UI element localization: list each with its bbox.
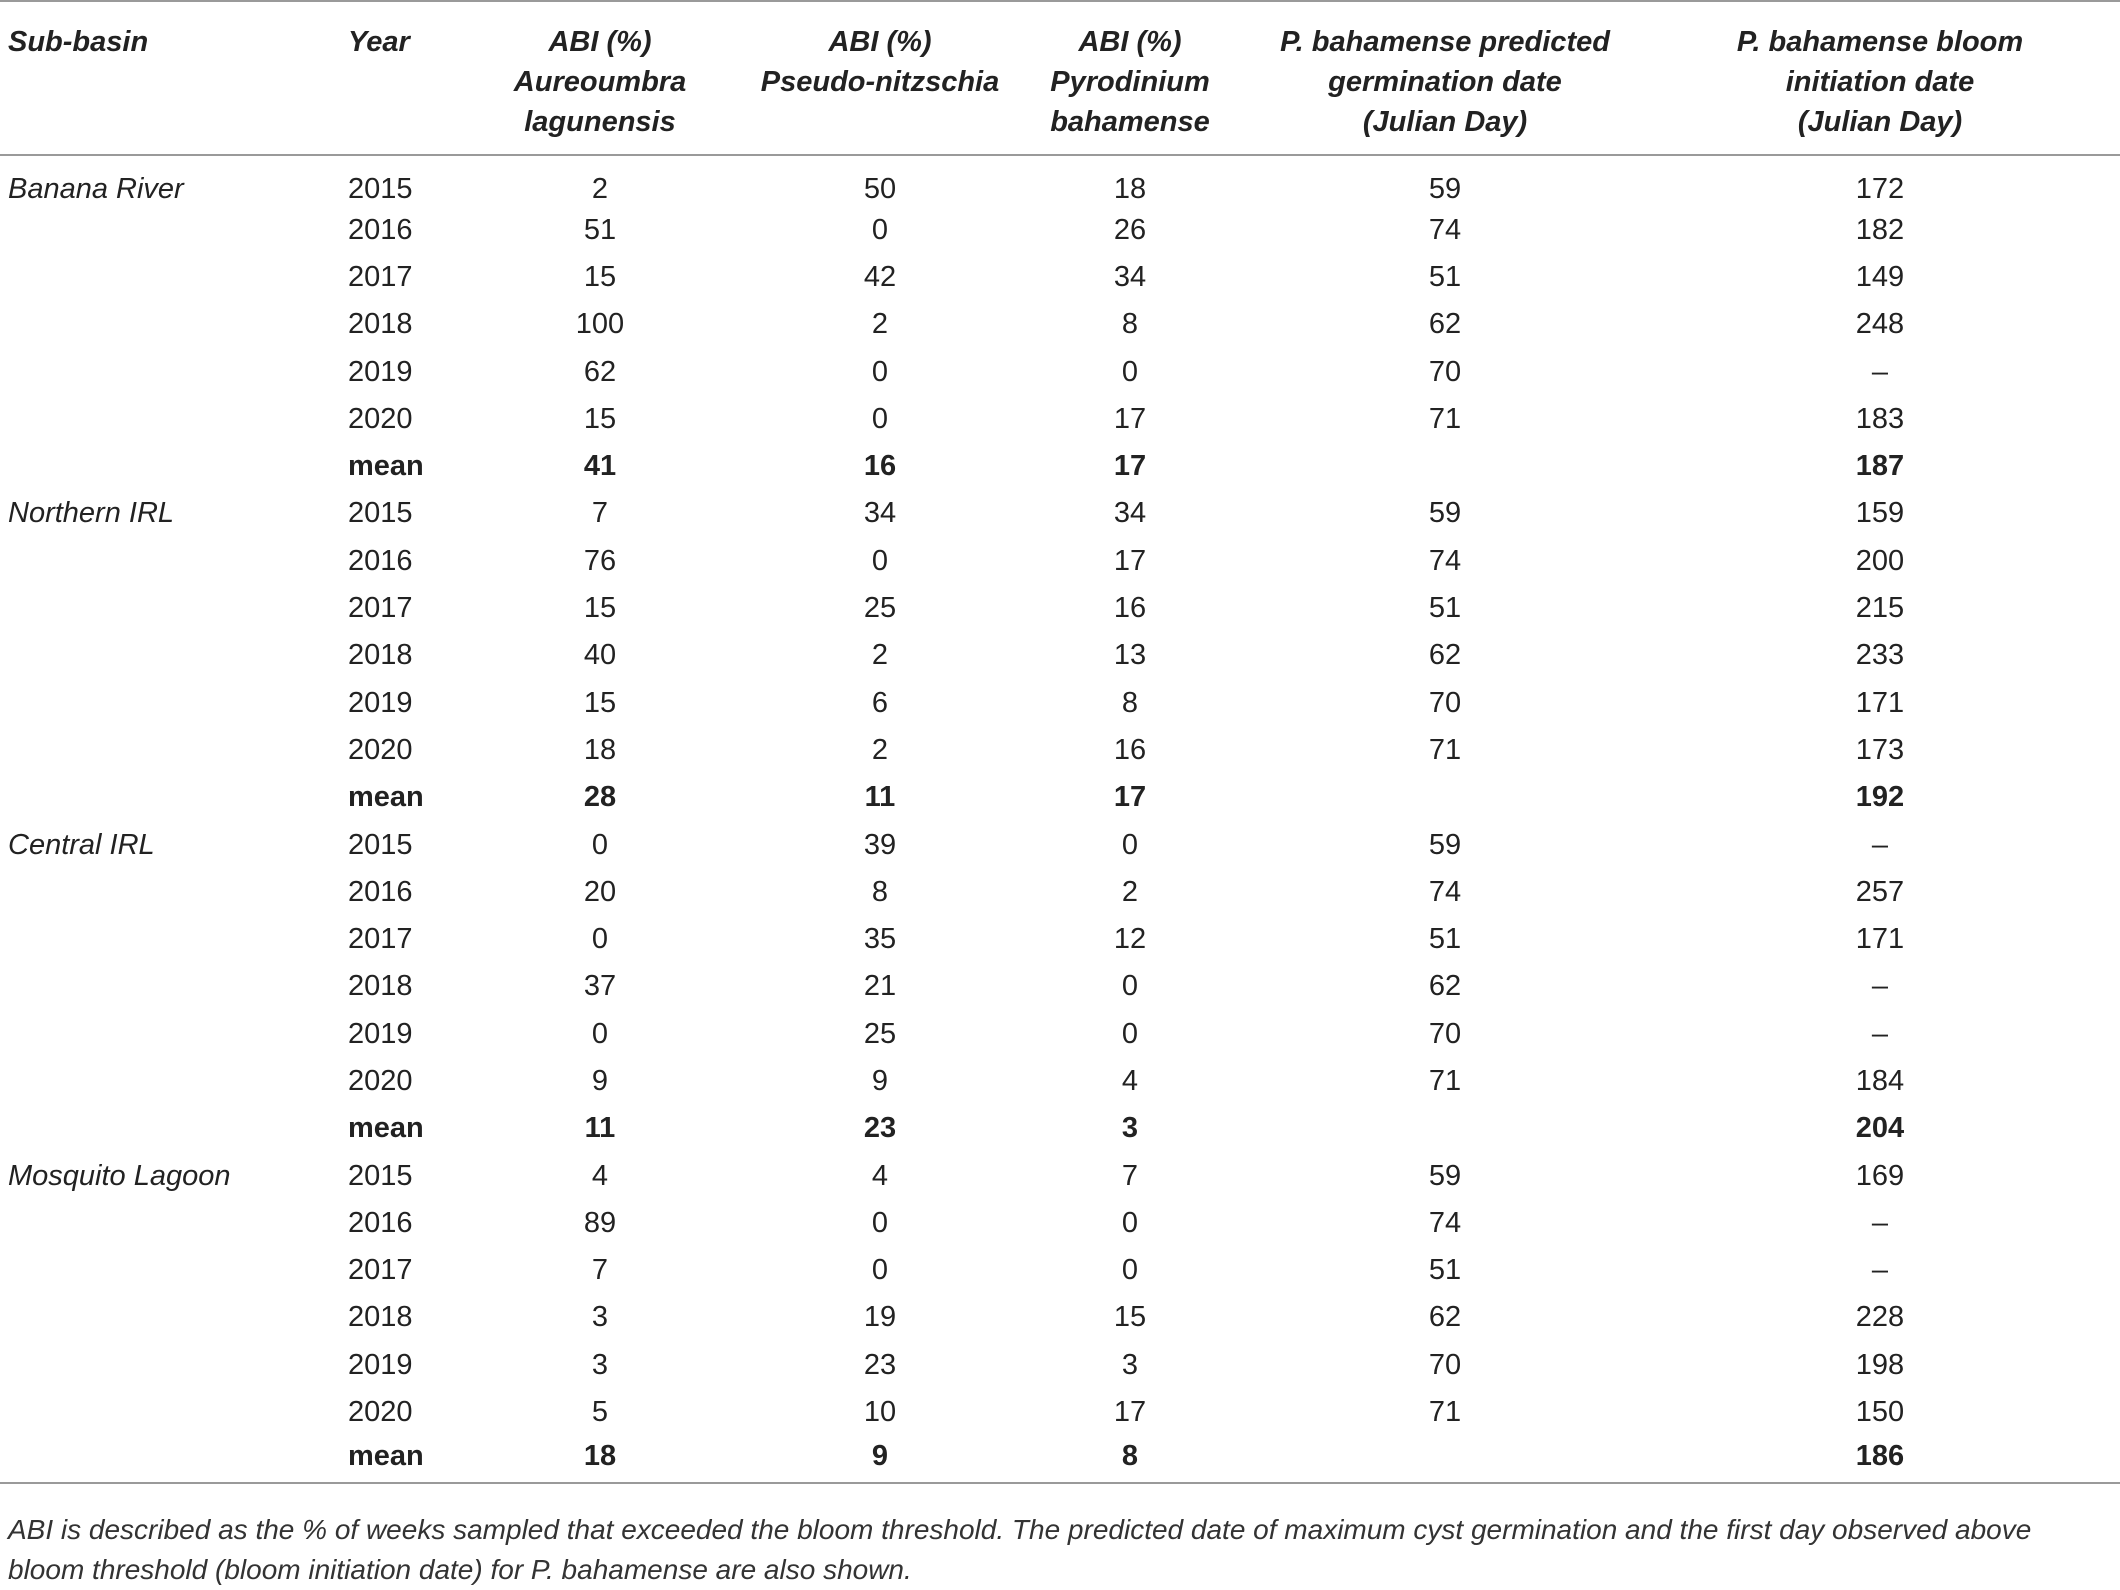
header-line: Pseudo-nitzschia xyxy=(760,66,1000,98)
mean-label: mean xyxy=(348,1112,424,1145)
table-cell: 40 xyxy=(583,639,617,672)
header-line: lagunensis xyxy=(524,106,676,138)
table-cell: 26 xyxy=(1113,213,1147,246)
table-cell: 2018 xyxy=(348,639,413,672)
table-cell: 0 xyxy=(1121,1017,1139,1050)
table-cell: 62 xyxy=(1428,639,1462,672)
table-cell: 71 xyxy=(1428,1064,1462,1097)
mean-cell: 18 xyxy=(450,1436,750,1483)
header-line: bahamense xyxy=(1050,106,1210,138)
table-row xyxy=(0,395,2120,442)
table-row xyxy=(0,301,2120,348)
sub-basin-cell xyxy=(0,301,330,348)
sub-basin-cell xyxy=(0,915,330,962)
table-cell: 182 xyxy=(1855,213,1905,246)
table-cell: 2018 xyxy=(348,308,413,341)
table-row xyxy=(0,206,2120,253)
table-cell: 0 xyxy=(1121,828,1139,861)
table-row xyxy=(0,490,2120,537)
table-cell: 18 xyxy=(1113,173,1147,205)
table-cell: 171 xyxy=(1855,686,1905,719)
header-line: P. bahamense bloom xyxy=(1736,26,2024,58)
table-cell: 7 xyxy=(1121,1159,1139,1192)
table-cell: 0 xyxy=(871,213,889,246)
table-row xyxy=(0,1247,2120,1294)
table-row xyxy=(0,1388,2120,1435)
table-row xyxy=(0,155,2120,206)
mean-cell xyxy=(1250,1105,1640,1152)
header-row xyxy=(0,1,2120,155)
table-cell: 51 xyxy=(583,213,617,246)
table-cell: 0 xyxy=(591,923,609,956)
mean-cell xyxy=(1250,774,1640,821)
table-cell: 257 xyxy=(1855,875,1905,908)
table-cell: 3 xyxy=(591,1301,609,1334)
mean-cell: 41 xyxy=(583,450,617,483)
mean-cell: 11 xyxy=(584,1112,616,1145)
table-cell: 17 xyxy=(1113,402,1147,435)
table-cell: 2015 xyxy=(348,828,413,861)
header-germination-date xyxy=(1250,1,1640,155)
sub-basin-cell xyxy=(0,206,330,253)
table-cell: 71 xyxy=(1428,1396,1462,1429)
sub-basin-cell: Central IRL xyxy=(8,828,155,861)
sub-basin-cell xyxy=(0,1294,330,1341)
table-cell: 2020 xyxy=(348,402,413,435)
table-cell: 10 xyxy=(863,1396,897,1429)
table-cell: 15 xyxy=(583,402,617,435)
table-cell: 19 xyxy=(863,1301,897,1334)
mean-cell: 16 xyxy=(863,450,897,483)
header-line: ABI (%) xyxy=(548,26,652,58)
table-cell: 215 xyxy=(1855,592,1905,625)
sub-basin-cell xyxy=(0,348,330,395)
table-cell: 2019 xyxy=(348,686,413,719)
table-cell: 13 xyxy=(1113,639,1147,672)
table-cell: 6 xyxy=(871,686,889,719)
mean-row xyxy=(0,1436,2120,1483)
sub-basin-cell xyxy=(0,1341,330,1388)
table-cell: 198 xyxy=(1855,1348,1905,1381)
table-cell: 21 xyxy=(863,970,897,1003)
table-cell: 0 xyxy=(1121,1206,1139,1239)
header-line: (Julian Day) xyxy=(1362,106,1528,138)
header-line: ABI (%) xyxy=(1078,26,1182,58)
table-cell: 70 xyxy=(1428,1348,1462,1381)
table-cell: 16 xyxy=(1113,733,1147,766)
table-cell: 2015 xyxy=(348,1159,413,1192)
header-abi-aureoumbra xyxy=(450,1,750,155)
mean-label: mean xyxy=(330,1436,450,1483)
table-cell: 2 xyxy=(871,639,889,672)
table-cell: 2015 xyxy=(348,173,413,205)
table-cell: 0 xyxy=(871,402,889,435)
sub-basin-cell: Mosquito Lagoon xyxy=(8,1159,231,1192)
table-cell: 8 xyxy=(871,875,889,908)
table-cell: 2019 xyxy=(348,1348,413,1381)
table-cell: 233 xyxy=(1855,639,1905,672)
sub-basin-cell xyxy=(0,774,330,821)
table-row xyxy=(0,679,2120,726)
table-row xyxy=(0,537,2120,584)
table-cell: 59 xyxy=(1428,497,1462,530)
table-cell: 2017 xyxy=(348,923,413,956)
table-cell: 16 xyxy=(1113,592,1147,625)
table-cell: 2019 xyxy=(348,1017,413,1050)
table-cell: 25 xyxy=(863,592,897,625)
table-cell: 2 xyxy=(591,173,609,205)
sub-basin-cell xyxy=(0,442,330,489)
table-cell: 20 xyxy=(583,875,617,908)
header-abi-pseudo-nitzschia xyxy=(750,1,1010,155)
table-cell: 74 xyxy=(1428,213,1462,246)
table-cell: 74 xyxy=(1428,1206,1462,1239)
table-row xyxy=(0,726,2120,773)
table-row xyxy=(0,868,2120,915)
sub-basin-cell xyxy=(0,1388,330,1435)
table-cell: 2016 xyxy=(348,544,413,577)
table-cell: 70 xyxy=(1428,1017,1462,1050)
table-cell: 228 xyxy=(1855,1301,1905,1334)
table-cell: 15 xyxy=(583,592,617,625)
sub-basin-cell xyxy=(0,1010,330,1057)
mean-cell xyxy=(1250,442,1640,489)
table-cell: 2015 xyxy=(348,497,413,530)
table-row xyxy=(0,821,2120,868)
table-body xyxy=(0,155,2120,1483)
table-cell: 59 xyxy=(1428,1159,1462,1192)
table-cell: 12 xyxy=(1113,923,1147,956)
table-cell: 15 xyxy=(583,260,617,293)
mean-cell: 23 xyxy=(863,1112,897,1145)
table-cell: 4 xyxy=(1121,1064,1139,1097)
table-cell: 51 xyxy=(1428,260,1462,293)
table-cell: 2020 xyxy=(348,1396,413,1429)
sub-basin-cell xyxy=(0,679,330,726)
table-cell: 74 xyxy=(1428,544,1462,577)
header-sub-basin xyxy=(0,1,330,155)
table-cell: 2016 xyxy=(348,213,413,246)
table-cell: – xyxy=(1871,1206,1889,1239)
mean-cell: 17 xyxy=(1113,781,1147,814)
header-abi-pyrodinium xyxy=(1010,1,1250,155)
table-cell: – xyxy=(1871,970,1889,1003)
table-row xyxy=(0,1294,2120,1341)
mean-cell: 8 xyxy=(1010,1436,1250,1483)
table-cell: 2018 xyxy=(348,1301,413,1334)
mean-cell: 17 xyxy=(1113,450,1147,483)
mean-cell: 3 xyxy=(1121,1112,1139,1145)
header-line: Sub-basin xyxy=(8,26,149,58)
table-footnote: ABI is described as the % of weeks sampled that exceeded the bloom threshold. The predicted date of maximum cyst germination and the first day observed above bloom threshold (bloom initiation date) for P. bahamense are also shown. xyxy=(8,1514,2032,1585)
table-row xyxy=(0,632,2120,679)
sub-basin-cell xyxy=(0,632,330,679)
header-year xyxy=(330,1,450,155)
table-cell: 51 xyxy=(1428,1254,1462,1287)
table-cell: 9 xyxy=(871,1064,889,1097)
table-cell: 100 xyxy=(575,308,625,341)
table-cell: 18 xyxy=(583,733,617,766)
table-cell: 34 xyxy=(863,497,897,530)
table-cell: 0 xyxy=(1121,1254,1139,1287)
table-cell: 62 xyxy=(1428,308,1462,341)
table-cell: – xyxy=(1871,1254,1889,1287)
table-row xyxy=(0,1199,2120,1246)
table-cell: 0 xyxy=(871,1254,889,1287)
table-row xyxy=(0,915,2120,962)
table-cell: 2017 xyxy=(348,1254,413,1287)
table-cell: 42 xyxy=(863,260,897,293)
table-cell: 2 xyxy=(1121,875,1139,908)
table-cell: 39 xyxy=(863,828,897,861)
mean-cell: 186 xyxy=(1640,1436,2120,1483)
table-cell: 50 xyxy=(863,173,897,205)
sub-basin-cell xyxy=(0,584,330,631)
table-cell: 8 xyxy=(1121,686,1139,719)
table-cell: 2 xyxy=(871,733,889,766)
header-line: initiation date xyxy=(1785,66,1975,98)
table-cell: 2017 xyxy=(348,592,413,625)
header-line: germination date xyxy=(1328,66,1562,98)
table-cell: 23 xyxy=(863,1348,897,1381)
sub-basin-cell xyxy=(0,395,330,442)
table-cell: 2016 xyxy=(348,1206,413,1239)
header-line: Aureoumbra xyxy=(513,66,687,98)
table-cell: 0 xyxy=(1121,970,1139,1003)
table-cell: 2019 xyxy=(348,355,413,388)
table-cell: 7 xyxy=(591,497,609,530)
sub-basin-cell xyxy=(0,963,330,1010)
table-cell: 74 xyxy=(1428,875,1462,908)
table-cell: 0 xyxy=(871,355,889,388)
table-cell: 4 xyxy=(591,1159,609,1192)
sub-basin-cell xyxy=(0,1105,330,1152)
table-cell: 7 xyxy=(591,1254,609,1287)
table-cell: 62 xyxy=(1428,970,1462,1003)
table-row xyxy=(0,584,2120,631)
mean-cell: 192 xyxy=(1855,781,1905,814)
table-row xyxy=(0,963,2120,1010)
table-cell: – xyxy=(1871,1017,1889,1050)
header-line: ABI (%) xyxy=(828,26,932,58)
table-row xyxy=(0,1152,2120,1199)
table-cell: 149 xyxy=(1855,260,1905,293)
table-row xyxy=(0,348,2120,395)
sub-basin-cell: Banana River xyxy=(8,173,184,205)
table-cell: 159 xyxy=(1855,497,1905,530)
table-row xyxy=(0,1057,2120,1104)
sub-basin-cell xyxy=(0,868,330,915)
sub-basin-cell xyxy=(0,1057,330,1104)
table-cell: 2020 xyxy=(348,1064,413,1097)
table-cell: 8 xyxy=(1121,308,1139,341)
mean-cell: 28 xyxy=(583,781,617,814)
mean-cell: 204 xyxy=(1855,1112,1905,1145)
sub-basin-cell xyxy=(0,1436,330,1483)
table-cell: 184 xyxy=(1855,1064,1905,1097)
table-row xyxy=(0,253,2120,300)
table-cell: 51 xyxy=(1428,923,1462,956)
table-cell: 171 xyxy=(1855,923,1905,956)
table-cell: 76 xyxy=(583,544,617,577)
table-cell: 150 xyxy=(1855,1396,1905,1429)
mean-cell: 11 xyxy=(864,781,896,814)
table-cell: 2016 xyxy=(348,875,413,908)
table-cell: 2020 xyxy=(348,733,413,766)
table-cell: 89 xyxy=(583,1206,617,1239)
table-cell: 173 xyxy=(1855,733,1905,766)
table-cell: – xyxy=(1871,355,1889,388)
header-line: Pyrodinium xyxy=(1050,66,1210,98)
table-cell: 183 xyxy=(1855,402,1905,435)
table-cell: 34 xyxy=(1113,260,1147,293)
sub-basin-cell xyxy=(0,726,330,773)
mean-cell xyxy=(1250,1436,1640,1483)
table-cell: 2 xyxy=(871,308,889,341)
header-line: Year xyxy=(348,26,410,58)
table-cell: 4 xyxy=(871,1159,889,1192)
table-cell: 25 xyxy=(863,1017,897,1050)
table-cell: 9 xyxy=(591,1064,609,1097)
table-cell: 5 xyxy=(591,1396,609,1429)
mean-row xyxy=(0,442,2120,489)
sub-basin-cell xyxy=(0,1247,330,1294)
table-cell: 3 xyxy=(1121,1348,1139,1381)
table-cell: 0 xyxy=(871,544,889,577)
table-cell: 3 xyxy=(591,1348,609,1381)
table-cell: 59 xyxy=(1428,828,1462,861)
table-cell: 0 xyxy=(1121,355,1139,388)
table-header xyxy=(0,1,2120,155)
table-row xyxy=(0,1010,2120,1057)
table-cell: 51 xyxy=(1428,592,1462,625)
table-cell: 17 xyxy=(1113,544,1147,577)
table-cell: 34 xyxy=(1113,497,1147,530)
table-cell: 17 xyxy=(1113,1396,1147,1429)
mean-cell: 9 xyxy=(750,1436,1010,1483)
table-cell: 0 xyxy=(871,1206,889,1239)
table-cell: – xyxy=(1871,828,1889,861)
header-line: P. bahamense predicted xyxy=(1280,26,1610,58)
table-cell: 2018 xyxy=(348,970,413,1003)
table-cell: 71 xyxy=(1428,402,1462,435)
table-cell: 0 xyxy=(591,1017,609,1050)
table-cell: 172 xyxy=(1855,173,1905,205)
mean-label: mean xyxy=(348,450,424,483)
table-cell: 0 xyxy=(591,828,609,861)
table-cell: 71 xyxy=(1428,733,1462,766)
table-cell: 169 xyxy=(1855,1159,1905,1192)
table-cell: 70 xyxy=(1428,355,1462,388)
table-cell: 35 xyxy=(863,923,897,956)
sub-basin-cell xyxy=(0,1199,330,1246)
table-row xyxy=(0,1341,2120,1388)
header-line: (Julian Day) xyxy=(1797,106,1963,138)
table-cell: 2017 xyxy=(348,260,413,293)
table-cell: 59 xyxy=(1428,173,1462,205)
mean-label: mean xyxy=(348,781,424,814)
table-cell: 15 xyxy=(1113,1301,1147,1334)
table-cell: 200 xyxy=(1855,544,1905,577)
sub-basin-cell xyxy=(0,537,330,584)
table-cell: 62 xyxy=(583,355,617,388)
table-cell: 37 xyxy=(583,970,617,1003)
header-bloom-initiation-date xyxy=(1640,1,2120,155)
table-cell: 15 xyxy=(583,686,617,719)
table-cell: 248 xyxy=(1855,308,1905,341)
sub-basin-cell xyxy=(0,253,330,300)
sub-basin-cell: Northern IRL xyxy=(8,497,175,530)
table-cell: 70 xyxy=(1428,686,1462,719)
mean-cell: 187 xyxy=(1855,450,1905,483)
table-cell: 62 xyxy=(1428,1301,1462,1334)
mean-row xyxy=(0,774,2120,821)
mean-row xyxy=(0,1105,2120,1152)
